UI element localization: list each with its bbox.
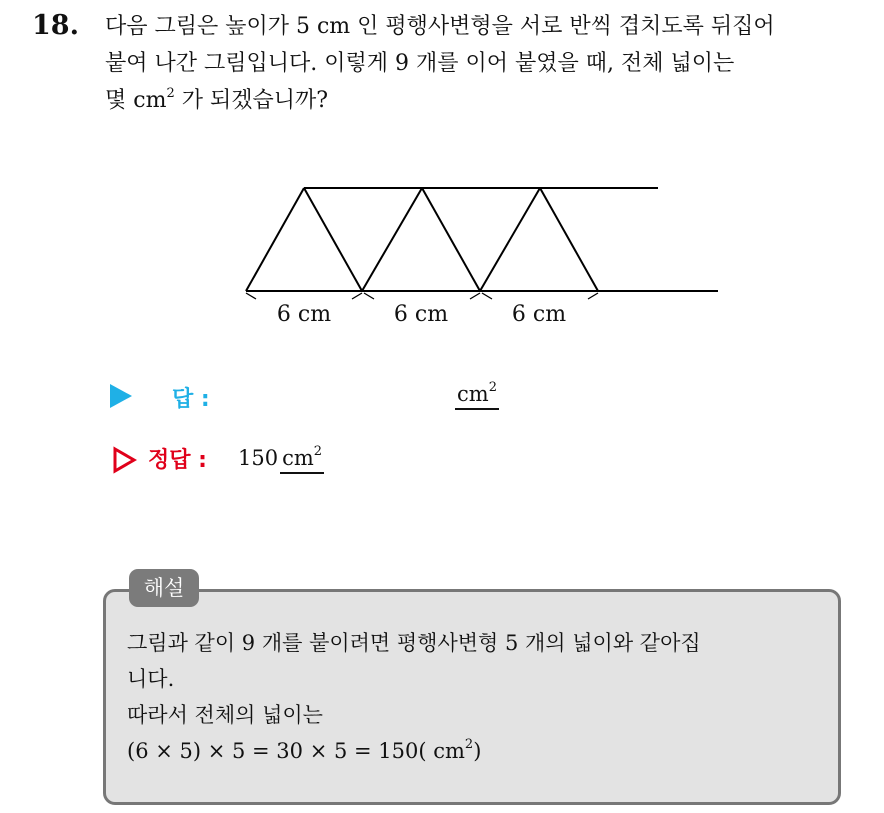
correct-answer-unit-exponent: 2 — [313, 444, 323, 459]
slant-2 — [304, 188, 362, 291]
question-line-2: 붙여 나간 그림입니다. 이렇게 9 개를 이어 붙였을 때, 전체 넓이는 — [105, 51, 735, 76]
solution-equation-close: ) — [473, 739, 482, 763]
solution-tag: 해설 — [129, 569, 199, 607]
correct-answer-unit-wrap — [280, 446, 324, 474]
answer-row — [110, 378, 540, 414]
dimension-label-3: 6 cm — [511, 302, 567, 327]
solution-line-4 — [127, 733, 827, 769]
slant-6 — [540, 188, 598, 291]
answer-input-unit[interactable] — [455, 382, 499, 410]
answer-unit-exponent: 2 — [488, 380, 497, 395]
dimension-label-2: 6 cm — [393, 302, 449, 327]
solution-line-3: 따라서 전체의 넓이는 — [127, 703, 323, 727]
solution-line-2: 니다. — [127, 667, 175, 691]
slant-5 — [480, 188, 540, 291]
question-line-3 — [105, 82, 865, 119]
correct-answer-value-wrap — [238, 446, 324, 470]
answer-unit: cm — [457, 382, 489, 406]
correct-answer-unit: cm — [282, 446, 314, 470]
parallelogram-figure — [240, 178, 730, 338]
solution-equation: (6 × 5) × 5 = 30 × 5 = 150( cm — [127, 739, 465, 763]
question-line-3-pre: 몇 cm — [105, 88, 167, 113]
dimension-mark-3 — [482, 293, 598, 299]
solution-line-1: 그림과 같이 9 개를 붙이려면 평행사변형 5 개의 넓이와 같아집 — [127, 631, 701, 655]
solution-body — [127, 625, 827, 769]
dimension-mark-2 — [364, 293, 480, 299]
dimension-mark-1 — [246, 293, 362, 299]
slant-3 — [362, 188, 422, 291]
slant-4 — [422, 188, 480, 291]
solution-unit-exponent: 2 — [464, 737, 474, 752]
play-triangle-icon — [110, 384, 132, 408]
slant-1 — [246, 188, 304, 291]
correct-answer-label: 정답 : — [148, 448, 207, 473]
correct-answer-value: 150 — [238, 446, 279, 470]
question-number: 18. — [32, 10, 79, 41]
dimension-label-1: 6 cm — [276, 302, 332, 327]
question-line-1: 다음 그림은 높이가 5 cm 인 평행사변형을 서로 반씩 겹치도록 뒤집어 — [105, 14, 775, 39]
outline-triangle-icon — [112, 446, 138, 474]
question-line-3-post: 가 되겠습니까? — [174, 88, 329, 113]
question-text — [105, 8, 865, 119]
question-unit-exponent: 2 — [166, 86, 175, 101]
correct-answer-row — [110, 440, 540, 480]
answer-label: 답 : — [172, 387, 210, 412]
